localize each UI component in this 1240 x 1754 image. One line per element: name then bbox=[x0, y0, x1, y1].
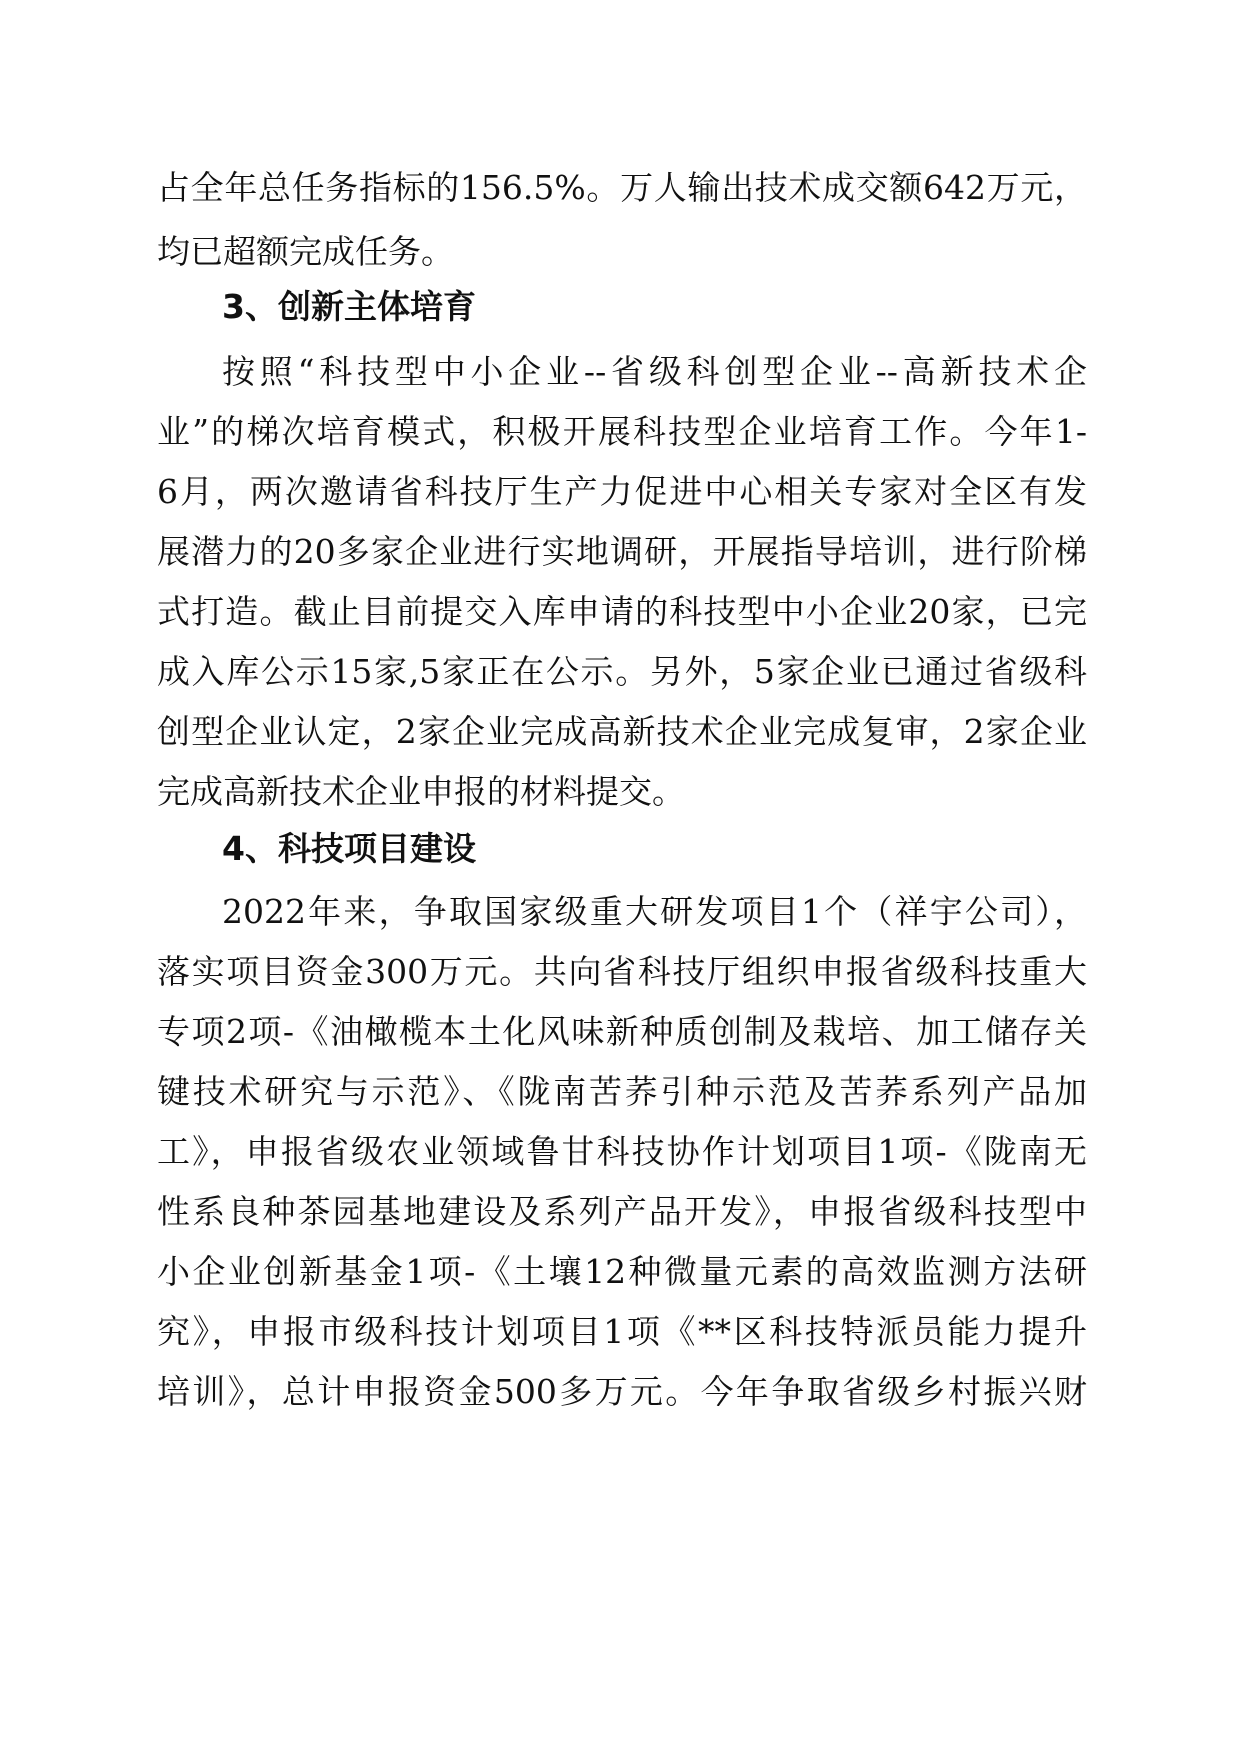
section-3-line-5: 式打造。截止目前提交入库申请的科技型中小企业20家，已完 bbox=[157, 592, 1087, 631]
section-3-line-4: 展潜力的20多家企业进行实地调研，开展指导培训，进行阶梯 bbox=[157, 532, 1087, 571]
section-4-line-9: 培训》，总计申报资金500多万元。今年争取省级乡村振兴财 bbox=[157, 1372, 1087, 1411]
section-3-line-6: 成入库公示15家,5家正在公示。另外，5家企业已通过省级科 bbox=[157, 652, 1087, 691]
section-3-line-7: 创型企业认定，2家企业完成高新技术企业完成复审，2家企业 bbox=[157, 712, 1087, 751]
section-4-line-5: 工》，申报省级农业领域鲁甘科技协作计划项目1项-《陇南无 bbox=[157, 1132, 1087, 1171]
section-4-line-4: 键技术研究与示范》、《陇南苦荞引种示范及苦荞系列产品加 bbox=[157, 1072, 1087, 1111]
section-3-line-8: 完成高新技术企业申报的材料提交。 bbox=[157, 772, 685, 811]
section-4-heading: 4、科技项目建设 bbox=[222, 829, 476, 868]
continuation-line-1: 占全年总任务指标的156.5%。万人输出技术成交额642万元， bbox=[157, 168, 1087, 207]
section-3-line-1: 按照“科技型中小企业--省级科创型企业--高新技术企 bbox=[222, 352, 1087, 391]
section-3-line-2: 业”的梯次培育模式，积极开展科技型企业培育工作。今年1- bbox=[157, 412, 1087, 451]
section-4-line-8: 究》，申报市级科技计划项目1项《**区科技特派员能力提升 bbox=[157, 1312, 1087, 1351]
section-4-line-2: 落实项目资金300万元。共向省科技厅组织申报省级科技重大 bbox=[157, 952, 1087, 991]
continuation-line-2: 均已超额完成任务。 bbox=[157, 232, 454, 271]
section-4-line-6: 性系良种茶园基地建设及系列产品开发》，申报省级科技型中 bbox=[157, 1192, 1087, 1231]
section-3-line-3: 6月，两次邀请省科技厅生产力促进中心相关专家对全区有发 bbox=[157, 472, 1087, 511]
section-4-line-1: 2022年来，争取国家级重大研发项目1个（祥宇公司）， bbox=[222, 892, 1087, 931]
section-4-line-7: 小企业创新基金1项-《土壤12种微量元素的高效监测方法研 bbox=[157, 1252, 1087, 1291]
section-4-line-3: 专项2项-《油橄榄本土化风味新种质创制及栽培、加工储存关 bbox=[157, 1012, 1087, 1051]
section-3-heading: 3、创新主体培育 bbox=[222, 287, 476, 326]
